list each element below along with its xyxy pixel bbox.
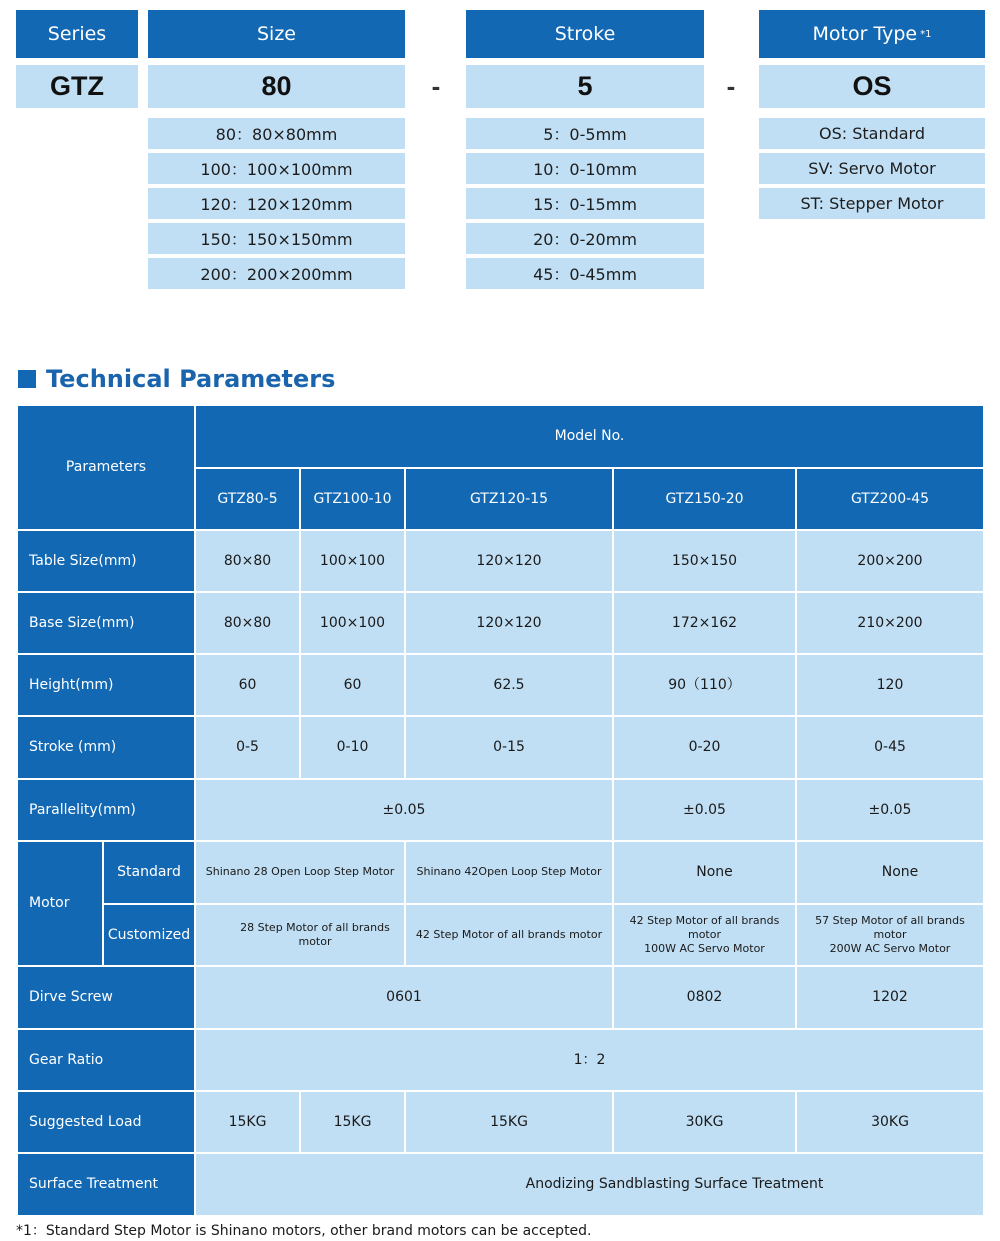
row-label-table-size: Table Size(mm) [18,531,194,591]
table-cell: 0-5 [196,717,299,778]
table-cell: 60 [301,655,404,715]
separator-dash-2: - [726,71,736,101]
table-cell: 15KG [406,1092,612,1152]
table-cell: 80×80 [196,531,299,591]
table-cell: None [614,842,795,903]
stroke-value: 5 [466,65,704,108]
model-column-header: GTZ200-45 [797,469,983,529]
size-option: 120：120×120mm [148,188,405,219]
table-cell: 0-45 [797,717,983,778]
row-label-stroke: Stroke (mm) [18,717,194,778]
table-cell: None [797,842,983,903]
table-cell: ±0.05 [196,780,612,840]
row-label-suggested-load: Suggested Load [18,1092,194,1152]
row-label-height: Height(mm) [18,655,194,715]
table-cell: 120 [797,655,983,715]
table-cell: 62.5 [406,655,612,715]
row-label-parallelity: Parallelity(mm) [18,780,194,840]
model-column-header: GTZ100-10 [301,469,404,529]
stroke-option: 20：0-20mm [466,223,704,254]
table-cell: 42 Step Motor of all brands motor 100W AC Servo Motor [614,905,795,965]
model-column-header: GTZ120-15 [406,469,612,529]
table-cell: 1：2 [196,1030,983,1090]
table-cell: ±0.05 [797,780,983,840]
size-option: 80：80×80mm [148,118,405,149]
stroke-option: 15：0-15mm [466,188,704,219]
footnote: *1：Standard Step Motor is Shinano motors, other brand motors can be accepted. [16,1223,592,1239]
model-column-header: GTZ150-20 [614,469,795,529]
separator-dash-1: - [431,71,441,101]
table-cell: 60 [196,655,299,715]
series-value: GTZ [16,65,138,108]
motor-type-value: OS [759,65,985,108]
table-cell: 120×120 [406,531,612,591]
row-label-motor-standard: Standard [104,842,194,903]
table-cell: 120×120 [406,593,612,653]
row-label-base-size: Base Size(mm) [18,593,194,653]
table-cell: 80×80 [196,593,299,653]
size-option: 150：150×150mm [148,223,405,254]
table-cell: 90（110） [614,655,795,715]
table-cell: 42 Step Motor of all brands motor [406,905,612,965]
table-cell: 100×100 [301,593,404,653]
parameters-header: Parameters [18,406,194,529]
table-cell: 210×200 [797,593,983,653]
model-header: Model No. [196,406,983,467]
row-label-motor: Motor [18,842,102,965]
table-cell: 0-10 [301,717,404,778]
footnote-mark: *1 [920,28,932,40]
motor-type-option: SV: Servo Motor [759,153,985,184]
size-value: 80 [148,65,405,108]
table-cell: ±0.05 [614,780,795,840]
stroke-option: 45：0-45mm [466,258,704,289]
table-cell: 0-15 [406,717,612,778]
stroke-option: 10：0-10mm [466,153,704,184]
table-cell: 30KG [614,1092,795,1152]
row-label-gear-ratio: Gear Ratio [18,1030,194,1090]
table-cell: 57 Step Motor of all brands motor 200W AC Servo Motor [797,905,983,965]
series-header: Series [16,10,138,58]
table-cell: 28 Step Motor of all brands motor [196,905,404,965]
motor-type-option: ST: Stepper Motor [759,188,985,219]
row-label-surface-treatment: Surface Treatment [18,1154,194,1215]
motor-type-option: OS: Standard [759,118,985,149]
table-cell: 30KG [797,1092,983,1152]
table-cell: 200×200 [797,531,983,591]
table-cell: 1202 [797,967,983,1028]
row-label-drive-screw: Dirve Screw [18,967,194,1028]
row-label-motor-customized: Customized [104,905,194,965]
table-cell: Shinano 28 Open Loop Step Motor [196,842,404,903]
table-cell: Anodizing Sandblasting Surface Treatment [196,1154,983,1215]
table-cell: 0601 [196,967,612,1028]
size-option: 200：200×200mm [148,258,405,289]
stroke-header: Stroke [466,10,704,58]
motor-type-header: Motor Type *1 [759,10,985,58]
size-header: Size [148,10,405,58]
square-bullet-icon [18,370,36,388]
table-cell: 0-20 [614,717,795,778]
table-cell: 15KG [301,1092,404,1152]
table-cell: 150×150 [614,531,795,591]
table-cell: Shinano 42Open Loop Step Motor [406,842,612,903]
size-option: 100：100×100mm [148,153,405,184]
table-cell: 172×162 [614,593,795,653]
table-cell: 100×100 [301,531,404,591]
table-cell: 0802 [614,967,795,1028]
stroke-option: 5：0-5mm [466,118,704,149]
table-cell: 15KG [196,1092,299,1152]
model-column-header: GTZ80-5 [196,469,299,529]
section-title: Technical Parameters [18,362,518,396]
